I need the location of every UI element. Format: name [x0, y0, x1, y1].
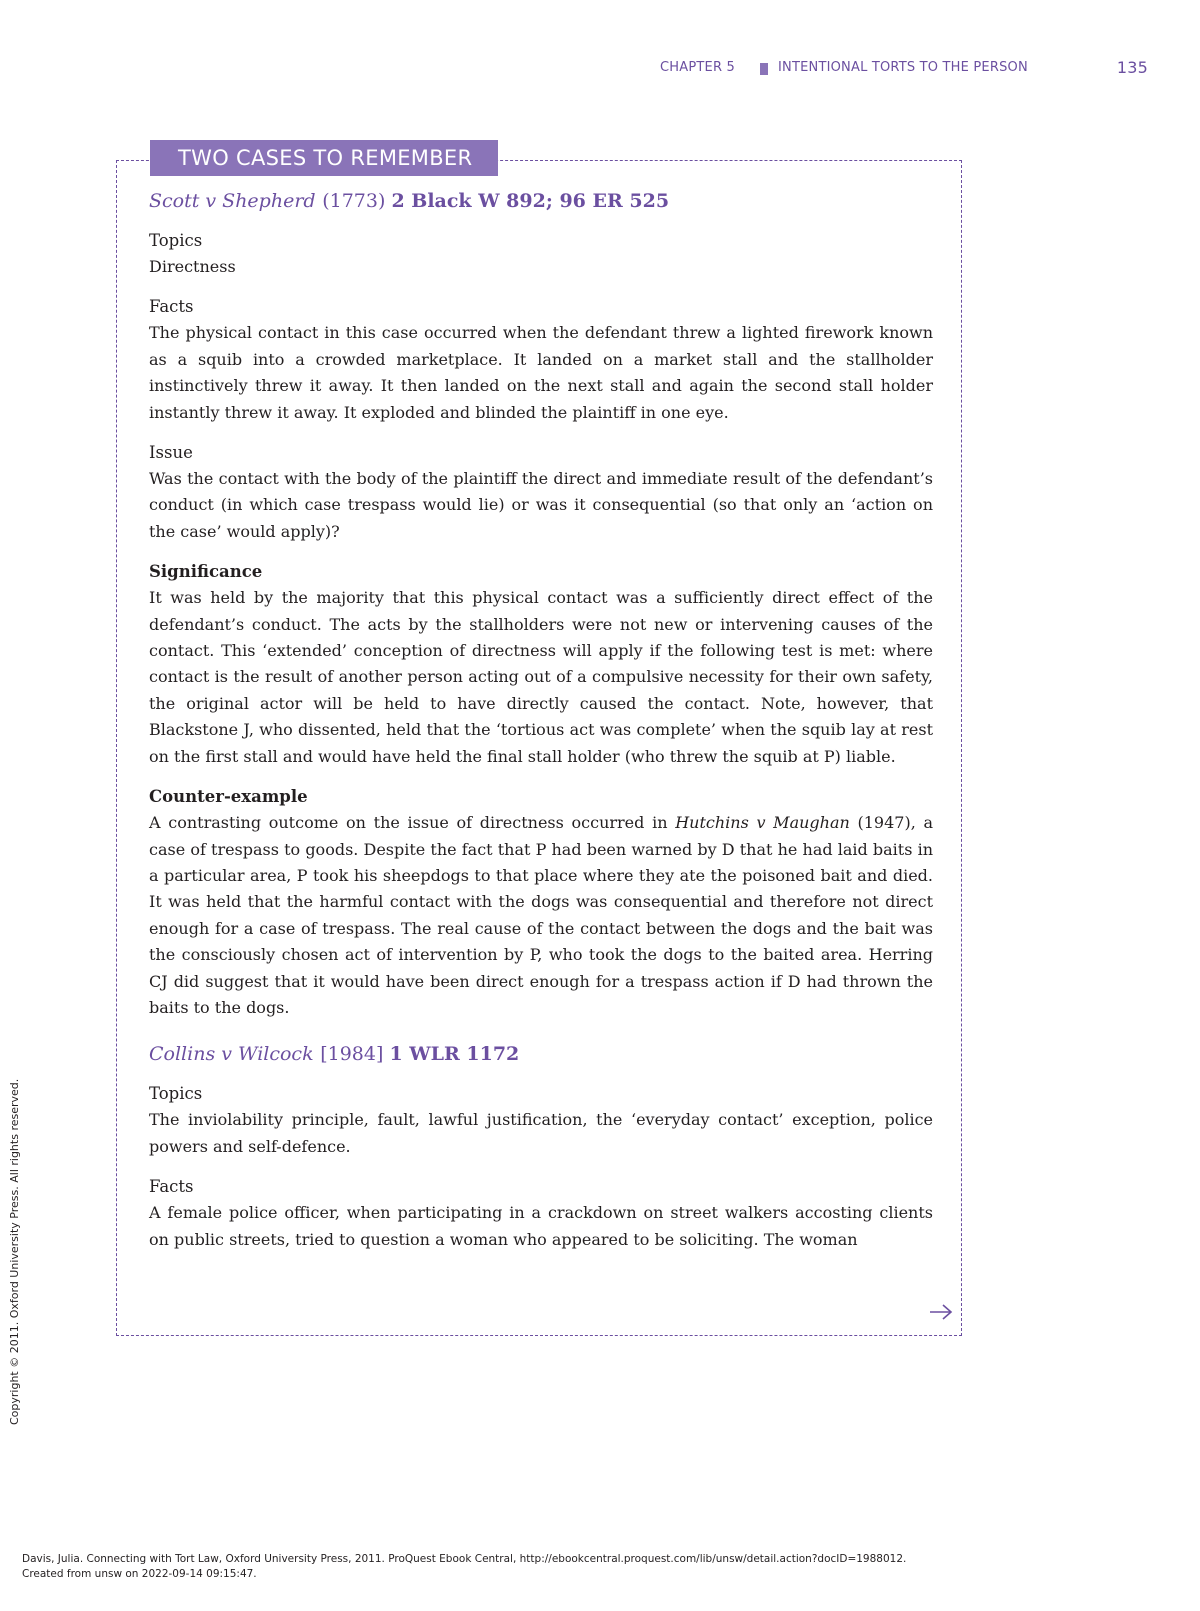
page-number: 135	[1116, 58, 1148, 77]
case1-significance-text: It was held by the majority that this physical contact was a sufficiently direct effect of the defendant’s conduct. The acts by the stallholders were not new or intervening causes of the contact. This ‘extended’ conception of directness will apply if the following test is met: where contact is the result of another person acting out of a compulsive necessity for their own safety, the original actor will be held to have directly caused the contact. Note, however, that Blackstone J, who dissented, held that the ‘tortious act was complete’ when the squib lay at rest on the first stall and would have held the final stall holder (who threw the squib at P) liable.	[149, 588, 933, 766]
case2-year: [1984]	[320, 1043, 384, 1066]
case1-facts-text: The physical contact in this case occurred when the defendant threw a lighted firework known as a squib into a crowded marketplace. It landed on a market stall and the stallholder instinctively threw it away. It then landed on the next stall and again the second stall holder instantly threw it away. It exploded and blinded the plaintiff in one eye.	[149, 323, 933, 422]
case1-issue-heading: Issue	[149, 443, 193, 463]
case1-counter-heading: Counter-example	[149, 787, 308, 807]
case1-reporter: 2 Black W 892; 96 ER 525	[391, 190, 670, 212]
box-label: TWO CASES TO REMEMBER	[150, 140, 498, 176]
case2-reporter: 1 WLR 1172	[389, 1043, 520, 1066]
case1-significance-heading: Significance	[149, 562, 263, 582]
case2-facts-heading: Facts	[149, 1177, 194, 1197]
footer	[22, 1552, 1172, 1582]
case1-topics-heading: Topics	[149, 231, 203, 250]
case2-topics-text: The inviolability principle, fault, lawful justification, the ‘everyday contact’ exception, police powers and self-defence.	[149, 1110, 933, 1156]
chapter-title: INTENTIONAL TORTS TO THE PERSON	[778, 60, 1028, 75]
chapter-label: CHAPTER 5	[660, 60, 735, 75]
case1-name: Scott v Shepherd	[149, 190, 316, 212]
counter-case-name: Hutchins v Maughan	[675, 813, 850, 833]
case1-heading	[149, 188, 933, 214]
case-content	[149, 188, 933, 1253]
case1-counter-text: A contrasting outcome on the issue of directness occurred in Hutchins v Maughan (1947), a case of trespass to goods. Despite the fact that P had been warned by D that he had laid baits in a particular area, P took his sheepdogs to that place where they ate the poisoned bait and died. It was held that the harmful contact with the dogs was consequential and therefore not direct enough for a case of trespass. The real cause of the contact between the dogs and the bait was the consciously chosen act of intervention by P, who took the dogs to the baited area. Herring CJ did suggest that it would have been direct enough for a trespass action if D had thrown the baits to the dogs.	[149, 813, 934, 1017]
footer-created: Created from unsw on 2022-09-14 09:15:47.	[22, 1568, 257, 1580]
case2-heading	[149, 1041, 933, 1067]
case1-issue-text: Was the contact with the body of the plaintiff the direct and immediate result of the defendant’s conduct (in which case trespass would lie) or was it consequential (so that only an ‘action on the case’ would apply)?	[149, 469, 933, 541]
case2-facts-text: A female police officer, when participating in a crackdown on street walkers accosting clients on public streets, tried to question a woman who appeared to be soliciting. The woman	[149, 1203, 933, 1249]
side-copyright: Copyright © 2011. Oxford University Press. All rights reserved.	[8, 1078, 21, 1425]
case2-name: Collins v Wilcock	[149, 1043, 314, 1066]
footer-citation: Davis, Julia. Connecting with Tort Law, Oxford University Press, 2011. ProQuest Ebook Central, http://ebookcentral.proquest.com/lib/unsw/detail.action?docID=1988012.	[22, 1553, 907, 1565]
case2-topics-heading: Topics	[149, 1084, 203, 1104]
case1-topics-text: Directness	[149, 257, 236, 276]
running-head	[660, 60, 1148, 80]
case1-year: (1773)	[322, 190, 386, 212]
arrow-right-icon	[928, 1302, 954, 1322]
case1-facts-heading: Facts	[149, 297, 194, 317]
separator-square-icon	[760, 63, 768, 75]
